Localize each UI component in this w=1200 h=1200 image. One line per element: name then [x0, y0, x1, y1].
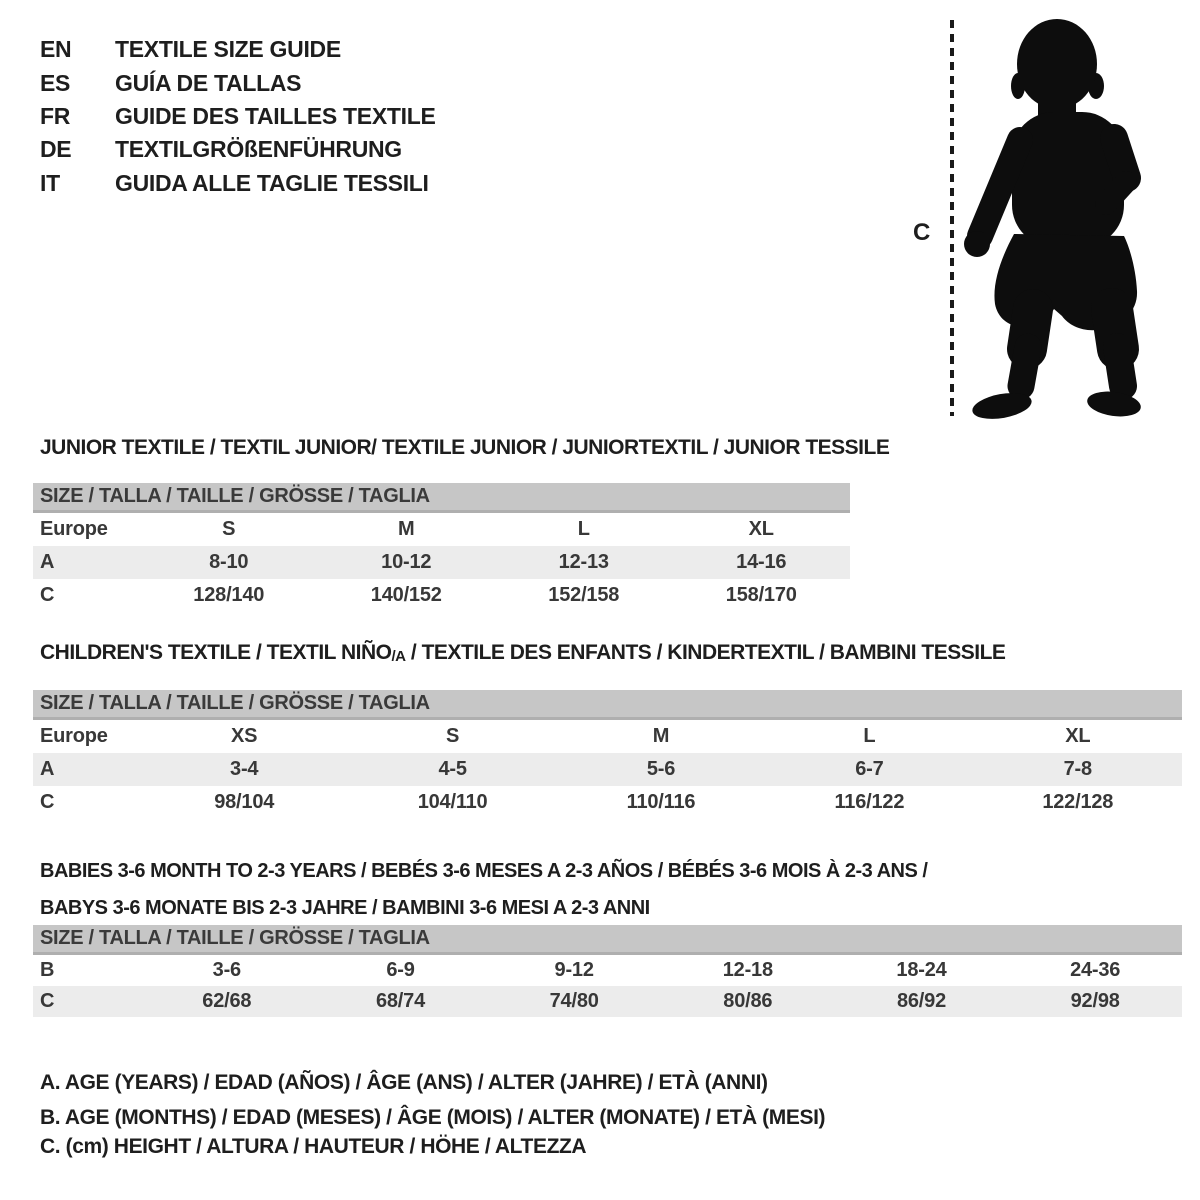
lang-title: GUIDE DES TAILLES TEXTILE [115, 102, 436, 129]
table-cell: 4-5 [438, 758, 467, 780]
table-row-height [33, 786, 1182, 819]
children-section-title [40, 641, 1005, 665]
table-cell: M [398, 518, 415, 540]
row-label: C [40, 990, 55, 1012]
table-row-months [33, 955, 1182, 986]
measurement-legend [40, 1072, 825, 1158]
lang-title: TEXTILGRÖßENFÜHRUNG [115, 136, 402, 163]
table-cell: 3-6 [212, 959, 241, 981]
table-cell: 12-18 [722, 959, 773, 981]
table-cell: 158/170 [725, 584, 797, 606]
language-list [40, 33, 436, 200]
table-cell: 5-6 [646, 758, 676, 780]
language-row-de [40, 133, 436, 166]
row-label: B [40, 959, 55, 981]
row-label: Europe [40, 725, 108, 747]
table-cell: 110/116 [626, 791, 696, 813]
table-row-age [33, 546, 850, 579]
table-cell: 9-12 [554, 959, 594, 981]
table-cell: 80/86 [723, 990, 773, 1012]
language-row-es [40, 66, 436, 99]
table-row-age [33, 753, 1182, 786]
lang-title: TEXTILE SIZE GUIDE [115, 36, 341, 63]
row-label: C [40, 584, 55, 606]
row-label: A [40, 551, 55, 573]
table-cell: 104/110 [417, 791, 488, 813]
language-row-fr [40, 100, 436, 133]
size-table-header: SIZE / TALLA / TAILLE / GRÖSSE / TAGLIA [33, 925, 1182, 955]
table-cell: 8-10 [209, 551, 249, 573]
legend-line-c: C. (cm) HEIGHT / ALTURA / HAUTEUR / HÖHE / ALTEZZA [40, 1135, 587, 1158]
children-title-text: CHILDREN'S TEXTILE / TEXTIL NIÑO [40, 641, 392, 664]
lang-title: GUIDA ALLE TAGLIE TESSILI [115, 169, 429, 196]
table-cell: 18-24 [896, 959, 947, 981]
legend-line-a: A. AGE (YEARS) / EDAD (AÑOS) / ÂGE (ANS) / ALTER (JAHRE) / ETÀ (ANNI) [40, 1071, 768, 1094]
table-cell: 86/92 [896, 990, 947, 1012]
row-label: Europe [40, 518, 108, 540]
table-cell: L [863, 725, 876, 747]
table-cell: 14-16 [736, 551, 787, 573]
babies-title-line1: BABIES 3-6 MONTH TO 2-3 YEARS / BEBÉS 3-6 MESES A 2-3 AÑOS / BÉBÉS 3-6 MOIS À 2-3 ANS / [40, 860, 928, 882]
table-cell: XL [1065, 725, 1091, 747]
babies-title-line2: BABYS 3-6 MONATE BIS 2-3 JAHRE / BAMBINI 3-6 MESI A 2-3 ANNI [40, 897, 650, 919]
legend-line-b: B. AGE (MONTHS) / EDAD (MESES) / ÂGE (MOIS) / ALTER (MONATE) / ETÀ (MESI) [40, 1106, 826, 1129]
table-cell: M [652, 725, 670, 747]
toddler-body [964, 19, 1142, 422]
lang-code: EN [40, 36, 72, 63]
table-cell: 152/158 [548, 584, 620, 606]
table-row-height [33, 986, 1182, 1017]
table-row-height [33, 579, 850, 612]
lang-title: GUÍA DE TALLAS [115, 69, 302, 96]
junior-section-title: JUNIOR TEXTILE / TEXTIL JUNIOR/ TEXTILE JUNIOR / JUNIORTEXTIL / JUNIOR TESSILE [40, 436, 890, 459]
row-label: A [40, 758, 55, 780]
lang-code: DE [40, 136, 72, 163]
size-table-header: SIZE / TALLA / TAILLE / GRÖSSE / TAGLIA [33, 690, 1182, 720]
row-label: C [40, 791, 55, 813]
lang-code: ES [40, 69, 71, 96]
table-cell: 12-13 [558, 551, 609, 573]
table-cell: 7-8 [1063, 758, 1092, 780]
table-cell: 128/140 [193, 584, 265, 606]
table-cell: 24-36 [1070, 959, 1121, 981]
table-cell: 92/98 [1070, 990, 1120, 1012]
table-cell: 122/128 [1042, 791, 1114, 813]
children-size-table [33, 690, 1182, 819]
table-cell: 140/152 [370, 584, 442, 606]
language-row-it [40, 167, 436, 200]
table-row-europe [33, 720, 1182, 753]
table-cell: 116/122 [834, 791, 905, 813]
table-cell: XL [748, 518, 774, 540]
table-cell: 98/104 [214, 791, 275, 813]
table-cell: S [446, 725, 460, 747]
toddler-silhouette-icon [940, 14, 1190, 422]
table-cell: 68/74 [375, 990, 426, 1012]
size-table-header: SIZE / TALLA / TAILLE / GRÖSSE / TAGLIA [33, 483, 850, 513]
height-measure-label: C [913, 219, 931, 246]
lang-code: IT [40, 169, 60, 196]
babies-size-table [33, 925, 1182, 1017]
children-title-rest: / TEXTILE DES ENFANTS / KINDERTEXTIL / BAMBINI TESSILE [405, 641, 1006, 664]
table-cell: 62/68 [202, 990, 252, 1012]
table-cell: 3-4 [230, 758, 259, 780]
table-cell: 10-12 [381, 551, 432, 573]
babies-section-title [40, 853, 927, 927]
table-cell: 6-7 [855, 758, 884, 780]
table-cell: L [577, 518, 590, 540]
lang-code: FR [40, 102, 71, 129]
table-cell: S [222, 518, 236, 540]
table-cell: 74/80 [549, 990, 599, 1012]
children-title-suffix-sub: /A [391, 647, 406, 665]
language-row-en [40, 33, 436, 66]
junior-size-table [33, 483, 850, 612]
table-row-europe [33, 513, 850, 546]
table-cell: 6-9 [386, 959, 415, 981]
table-cell: XS [231, 725, 258, 747]
